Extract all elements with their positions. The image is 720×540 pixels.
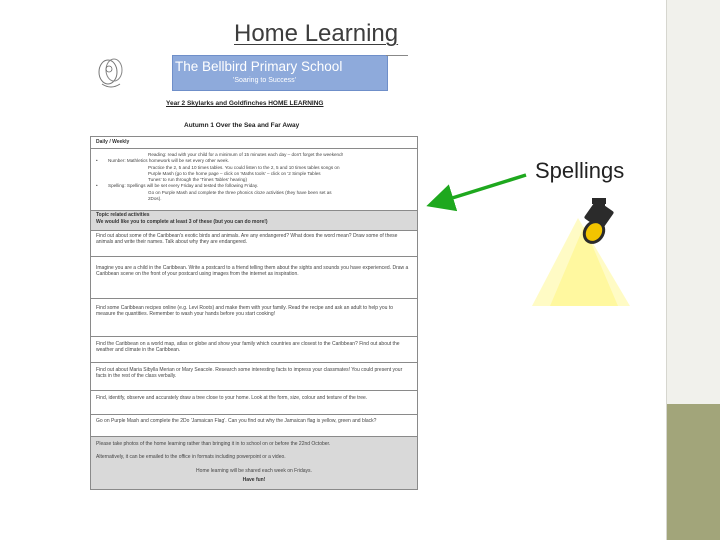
document-heading: Year 2 Skylarks and Goldfinches HOME LEARNING	[166, 100, 324, 107]
weekly-tasks-row	[91, 149, 417, 211]
weekly-line: Purple Mash (go to the home page – click on 'Maths tools' – click on '2 Simple Tables	[148, 170, 321, 176]
school-motto: 'Soaring to Success'	[233, 77, 296, 84]
activity-row	[91, 415, 417, 437]
right-sidebar-accent	[666, 404, 720, 540]
school-crest-icon	[96, 56, 126, 90]
activity-text: Imagine you are a child in the Caribbean. Write a postcard to a friend telling them about the sights and sounds you have experienced. Draw a Caribbean scene on the front of your postcard using images from the internet as inspiration.	[96, 265, 409, 278]
banner-rule	[386, 55, 408, 56]
weekly-line: 2Dos).	[148, 196, 162, 202]
term-heading: Autumn 1 Over the Sea and Far Away	[184, 122, 300, 129]
topic-subheader: We would like you to complete at least 3 of these (but you can do more!)	[96, 219, 268, 225]
topic-header-row	[91, 211, 417, 231]
activity-row	[91, 299, 417, 337]
activity-row	[91, 391, 417, 415]
activity-text: Find out about Maria Sibylla Merian or Mary Seacole. Research some interesting facts to impress your classmates! You could present your facts in the rest of the class verbally.	[96, 367, 403, 380]
daily-header: Daily / Weekly	[96, 139, 130, 145]
activity-row	[91, 257, 417, 299]
home-learning-document	[88, 52, 422, 540]
activity-row	[91, 337, 417, 363]
topic-header: Topic related activities	[96, 212, 150, 218]
footer-line: Have fun!	[242, 477, 266, 483]
daily-header-row	[91, 137, 417, 149]
home-learning-table	[90, 136, 418, 490]
activity-row	[91, 231, 417, 257]
footer-line: Please take photos of the home learning rather than bringing it in to school on or before the 22nd October.	[96, 441, 331, 447]
weekly-tasks	[96, 152, 411, 202]
weekly-line: Go on Purple Mash and complete the three phonics cloze activities (they have been set as	[148, 189, 332, 195]
spellings-callout: Spellings	[535, 158, 625, 183]
slide-title: Home Learning	[234, 20, 399, 47]
activity-text: Find some Caribbean recipes online (e.g. Levi Roots) and make them with your family. Read the recipe and ask an adult to help you to measure the quantities. Remember to wash your hands before you start cooking!	[96, 305, 394, 318]
activity-text: Find out about some of the Caribbean's exotic birds and animals. Are any endangered? What does the word mean? Draw some of these animals and write their names. Talk about why they are endangered.	[96, 233, 398, 246]
activity-text: Find, identify, observe and accurately draw a tree close to your home. Look at the form, size, colour and texture of the tree.	[96, 395, 368, 401]
activity-row	[91, 363, 417, 391]
footer-row	[91, 437, 417, 489]
weekly-line: • Spelling: Spellings will be set every Friday and tested the following Friday.	[96, 183, 259, 189]
weekly-line: Reading: read with your child for a minimum of 15 minutes each day – don't forget the weekend!	[148, 152, 343, 157]
weekly-line: • Number: Mathletics homework will be set every other week.	[96, 158, 230, 164]
school-banner	[172, 55, 388, 91]
activity-text: Find the Caribbean on a world map, atlas or globe and show your family which countries are closest to the Caribbean? Find out about the weather and climate in the Caribbean.	[96, 341, 400, 354]
activity-text: Go on Purple Mash and complete the 2Do 'Jamaican Flag'. Can you find out why the Jamaican flag is yellow, green and black?	[96, 418, 377, 424]
sidebar-divider	[666, 0, 667, 540]
footer-line: Home learning will be shared each week on Fridays.	[196, 468, 312, 474]
school-name: The Bellbird Primary School	[175, 59, 343, 74]
weekly-line: Tunes' to run through the 'Times Tables' hearing)	[148, 177, 247, 183]
footer-line: Alternatively, it can be emailed to the office in formats including powerpoint or a video.	[96, 454, 286, 460]
weekly-line: Practice the 2, 5 and 10 times tables. You could listen to the 2, 5 and 10 times tables songs on	[148, 164, 340, 170]
spotlight-icon	[520, 196, 630, 306]
